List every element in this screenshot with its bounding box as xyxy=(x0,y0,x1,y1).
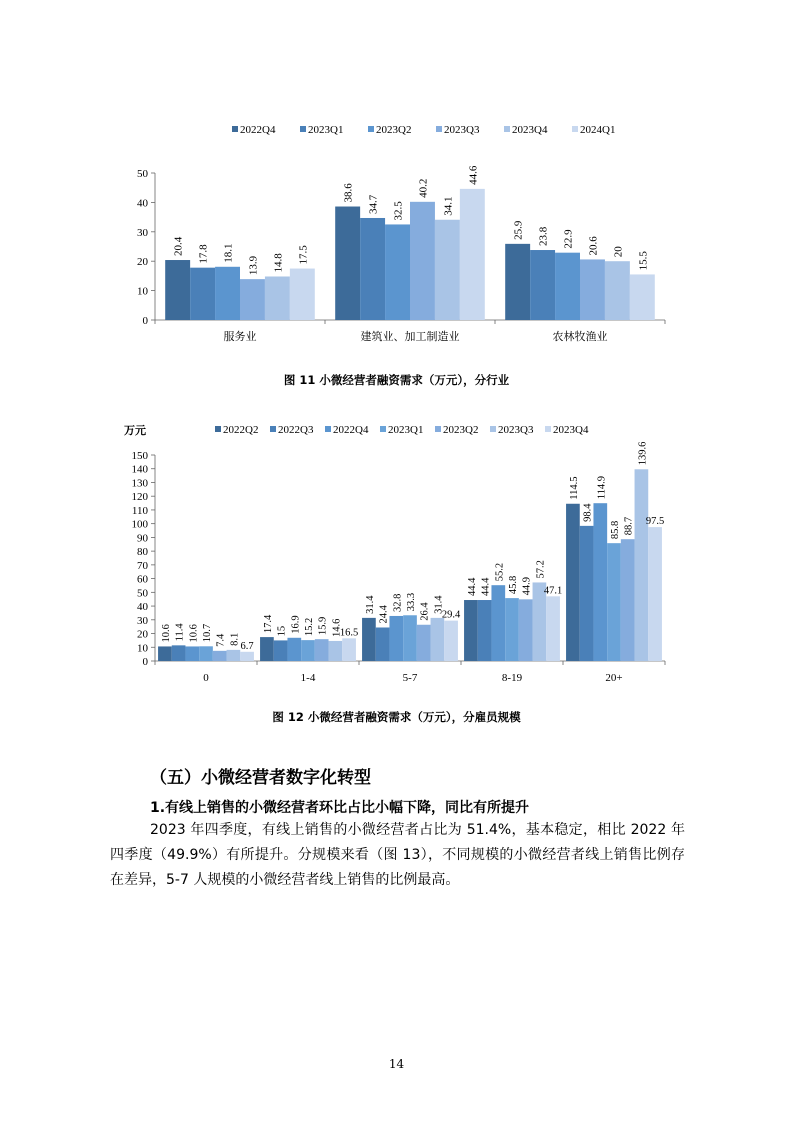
bar xyxy=(315,639,329,661)
legend-swatch xyxy=(572,126,578,132)
bar xyxy=(290,269,315,320)
bar xyxy=(301,640,315,661)
y-tick-label: 30 xyxy=(137,614,148,627)
bar xyxy=(215,267,240,320)
body-paragraph: 2023 年四季度，有线上销售的小微经营者占比为 51.4%，基本稳定，相比 2022 年四季度（49.9%）有所提升。分规模来看（图 13），不同规模的小微经营者线上销售比例存在差异，5-7 人规模的小微经营者线上销售的比例最高。 xyxy=(110,822,685,888)
x-category-label: 1-4 xyxy=(300,672,316,684)
page-number: 14 xyxy=(388,1057,405,1071)
legend xyxy=(215,424,589,436)
bar xyxy=(213,651,227,661)
data-label: 55.2 xyxy=(494,562,506,582)
data-label: 20.6 xyxy=(587,236,600,256)
data-label: 139.6 xyxy=(637,441,649,466)
data-label: 20.4 xyxy=(172,236,185,257)
data-label: 31.4 xyxy=(433,595,445,614)
data-label: 44.6 xyxy=(467,165,480,185)
bar xyxy=(342,638,356,661)
caption-fig12: 图 12 小微经营者融资需求（万元），分雇员规模 xyxy=(272,710,521,724)
data-label: 44.4 xyxy=(480,577,492,597)
data-label: 17.8 xyxy=(197,244,210,264)
bar xyxy=(621,539,635,661)
legend-swatch xyxy=(232,126,238,132)
bar xyxy=(478,600,492,661)
y-tick-label: 20 xyxy=(137,256,148,269)
bar xyxy=(546,596,560,661)
data-label: 17.4 xyxy=(262,614,274,634)
bar xyxy=(555,253,580,320)
bar xyxy=(464,600,478,661)
bar xyxy=(362,618,376,661)
bar xyxy=(227,650,241,661)
data-label: 8.1 xyxy=(229,632,241,646)
data-label: 14.6 xyxy=(331,618,343,637)
y-tick-label: 40 xyxy=(137,601,148,614)
legend-entry: 2022Q4 xyxy=(240,124,276,136)
bar xyxy=(185,646,199,661)
legend-swatch xyxy=(300,126,306,132)
x-category-label: 0 xyxy=(203,672,209,684)
data-label: 57.2 xyxy=(535,560,547,579)
bar xyxy=(376,627,390,661)
bar xyxy=(329,641,343,661)
bar xyxy=(431,618,445,661)
data-label: 114.5 xyxy=(568,476,580,500)
legend-entry: 2023Q2 xyxy=(376,124,412,136)
legend-entry: 2023Q4 xyxy=(512,124,548,136)
legend-entry: 2023Q3 xyxy=(444,124,480,136)
x-category-label: 8-19 xyxy=(501,672,523,684)
data-label: 34.1 xyxy=(442,196,455,216)
bar xyxy=(190,268,215,320)
bar xyxy=(593,503,607,661)
legend-swatch xyxy=(270,426,276,432)
y-tick-label: 20 xyxy=(137,628,148,641)
data-label: 31.4 xyxy=(364,595,376,614)
bar xyxy=(417,625,431,661)
bar xyxy=(607,543,621,661)
legend-swatch xyxy=(504,126,510,132)
y-tick-label: 40 xyxy=(137,197,148,210)
data-label: 32.8 xyxy=(392,593,404,612)
legend-swatch xyxy=(380,426,386,432)
bar xyxy=(566,504,580,661)
bar xyxy=(199,646,213,661)
y-tick-label: 50 xyxy=(137,587,148,600)
legend-swatch xyxy=(545,426,551,432)
sub-heading: 1.有线上销售的小微经营者环比占比小幅下降，同比有所提升 xyxy=(150,800,530,816)
y-tick-label: 90 xyxy=(137,532,148,545)
data-label: 88.7 xyxy=(623,516,635,536)
x-category-label: 农林牧渔业 xyxy=(552,330,608,343)
bar xyxy=(287,638,301,661)
bar xyxy=(648,527,662,661)
bar xyxy=(460,189,485,320)
bar xyxy=(580,259,605,320)
y-tick-label: 120 xyxy=(131,491,148,504)
data-label: 10.7 xyxy=(202,623,213,643)
bar xyxy=(630,274,655,320)
data-label: 23.8 xyxy=(537,226,550,247)
bar xyxy=(265,276,290,320)
legend-entry: 2022Q3 xyxy=(278,424,314,436)
legend-entry: 2022Q2 xyxy=(223,424,259,436)
data-label: 20 xyxy=(612,246,625,258)
x-category-label: 建筑业、加工制造业 xyxy=(360,330,460,343)
legend-swatch xyxy=(215,426,221,432)
legend-entry: 2023Q2 xyxy=(443,424,479,436)
bar xyxy=(635,469,649,661)
y-tick-label: 100 xyxy=(131,518,148,531)
bar xyxy=(240,279,265,320)
bar xyxy=(444,621,458,661)
data-label: 24.4 xyxy=(378,605,390,624)
bar xyxy=(158,646,172,661)
bar xyxy=(240,652,254,661)
data-label: 14.8 xyxy=(272,253,285,273)
data-label: 85.8 xyxy=(610,520,621,540)
bar xyxy=(403,615,417,661)
x-category-label: 20+ xyxy=(605,672,623,684)
legend-entry: 2024Q1 xyxy=(580,124,616,136)
data-label: 10.6 xyxy=(188,624,200,643)
legend-swatch xyxy=(435,426,441,432)
data-label: 6.7 xyxy=(240,640,254,652)
bar xyxy=(505,598,519,661)
y-tick-label: 10 xyxy=(137,285,148,298)
data-label: 17.5 xyxy=(297,245,310,265)
data-label: 11.4 xyxy=(174,623,186,642)
data-label: 32.5 xyxy=(392,201,405,221)
bar xyxy=(335,207,360,320)
y-tick-label: 140 xyxy=(131,463,148,476)
data-label: 16.9 xyxy=(290,615,302,634)
y-tick-label: 10 xyxy=(137,642,148,655)
data-label: 10.6 xyxy=(160,624,172,643)
legend-swatch xyxy=(368,126,374,132)
y-axis-label: 万元 xyxy=(124,424,146,437)
legend-entry: 2023Q1 xyxy=(388,424,424,436)
bar xyxy=(410,202,435,320)
bar xyxy=(435,220,460,320)
y-tick-label: 150 xyxy=(131,450,148,462)
bar xyxy=(580,526,594,661)
legend-swatch xyxy=(325,426,331,432)
data-label: 44.4 xyxy=(466,577,478,597)
bar xyxy=(491,585,505,661)
bar xyxy=(165,260,190,320)
data-label: 15.2 xyxy=(304,617,315,637)
bar xyxy=(530,250,555,320)
bar xyxy=(260,637,274,661)
data-label: 15.5 xyxy=(637,251,650,271)
legend-entry: 2022Q4 xyxy=(333,424,369,436)
chart-fig11-industry xyxy=(110,120,670,350)
data-label: 44.9 xyxy=(521,576,533,596)
legend-swatch xyxy=(436,126,442,132)
bar xyxy=(505,244,530,320)
x-category-label: 5-7 xyxy=(402,672,418,684)
bar xyxy=(360,218,385,320)
data-label: 18.1 xyxy=(222,243,235,263)
data-label: 26.4 xyxy=(419,602,431,621)
legend-entry: 2023Q1 xyxy=(308,124,344,136)
data-label: 98.4 xyxy=(582,503,594,522)
y-tick-label: 50 xyxy=(137,168,148,180)
chart-fig12-employee-size xyxy=(110,420,670,700)
data-label: 114.9 xyxy=(596,475,608,500)
y-tick-label: 30 xyxy=(137,226,148,239)
legend-swatch xyxy=(490,426,496,432)
y-tick-label: 110 xyxy=(131,504,148,517)
data-label: 45.8 xyxy=(508,575,519,595)
bar xyxy=(274,640,288,661)
data-label: 22.9 xyxy=(562,229,575,249)
y-tick-label: 0 xyxy=(142,656,148,668)
data-label: 47.1 xyxy=(543,585,563,597)
y-tick-label: 70 xyxy=(137,559,148,572)
legend-entry: 2023Q3 xyxy=(498,424,534,436)
data-label: 25.9 xyxy=(512,220,525,240)
bar xyxy=(172,645,186,661)
y-tick-label: 0 xyxy=(142,315,148,327)
data-label: 16.5 xyxy=(339,627,359,639)
data-label: 38.6 xyxy=(342,183,355,203)
bar xyxy=(519,599,533,661)
bar xyxy=(389,616,403,661)
data-label: 13.9 xyxy=(247,255,260,276)
bar xyxy=(605,261,630,320)
section-heading: （五）小微经营者数字化转型 xyxy=(150,768,371,788)
legend xyxy=(232,124,615,136)
data-label: 97.5 xyxy=(645,516,665,528)
y-tick-label: 60 xyxy=(137,573,148,586)
data-label: 40.2 xyxy=(417,178,430,198)
data-label: 29.4 xyxy=(441,609,461,621)
y-tick-label: 130 xyxy=(131,477,148,490)
data-label: 33.3 xyxy=(406,592,417,612)
x-category-label: 服务业 xyxy=(223,330,257,343)
y-tick-label: 80 xyxy=(137,546,148,559)
data-label: 7.4 xyxy=(215,633,227,647)
legend-entry: 2023Q4 xyxy=(553,424,589,436)
data-label: 34.7 xyxy=(367,194,380,214)
bar xyxy=(385,224,410,320)
caption-fig11: 图 11 小微经营者融资需求（万元），分行业 xyxy=(283,373,510,387)
data-label: 15 xyxy=(276,625,288,637)
data-label: 15.9 xyxy=(317,616,329,636)
